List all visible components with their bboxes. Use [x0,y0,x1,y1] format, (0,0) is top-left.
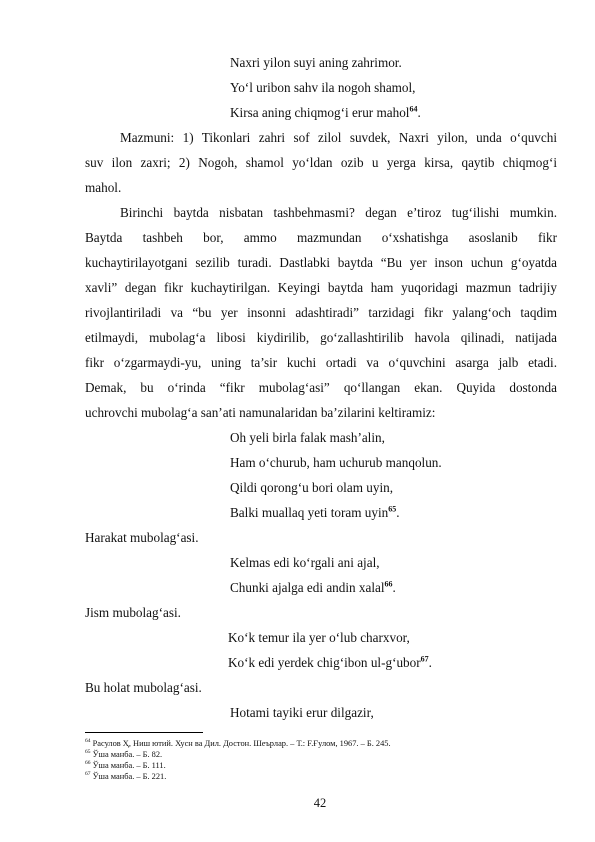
page-number: 42 [313,796,327,810]
paragraph-line: suv ilon zaxri; 2) Nogoh, shamol yo‘ldan ozib u yerga kirsa, qaytib chiqmog‘i [85,155,557,170]
paragraph-line: uchrovchi mubolag‘a san’ati namunalaridan ba’zilarini keltiramiz: [85,405,436,420]
footnote: $^{65}$ Ўша манба. – Б. 82. [85,749,163,759]
section-label: Harakat mubolag‘asi. [85,530,199,545]
verse-line: Yo‘l uribon sahv ila nogoh shamol, [230,80,416,95]
verse-line: Hotami tayiki erur dilgazir, [230,705,374,720]
verse-line: Ko‘k edi yerdek chig‘ibon ul-g‘ubor$^{67}$. [228,654,432,670]
paragraph-line: Baytda tashbeh bor, ammo mazmundan o‘xshatishga asoslanib fikr [85,230,557,245]
paragraph-line: fikr o‘zgarmaydi-yu, uning ta’sir kuchi ortadi va o‘quvchini asarga jalb etadi. [85,355,557,370]
paragraph-line: xavli” degan fikr kuchaytirilgan. Keyingi baytda ham yuqoridagi mazmun tadrijiy [85,280,557,295]
paragraph-line: kuchaytirilayotgani sezilib turadi. Dastlabki baytda “Bu yer inson uchun g‘oyatda [85,255,557,270]
paragraph-line: Birinchi baytda nisbatan tashbehmasmi? degan e’tiroz tug‘ilishi mumkin. [120,205,557,220]
verse-line: Ko‘k temur ila yer o‘lub charxvor, [228,630,410,645]
verse-line: Naxri yilon suyi aning zahrimor. [230,55,402,70]
footnote-ref: 66 [384,579,393,589]
verse-line: Oh yeli birla falak mash’alin, [230,430,385,445]
footnote-ref: 65 [388,504,397,514]
footnote: $^{66}$ Ўша манба. – Б. 111. [85,760,166,770]
verse-line: Kirsa aning chiqmog‘i erur mahol$^{64}$. [230,104,421,120]
verse-line: Ham o‘churub, ham uchurub manqolun. [230,455,442,470]
paragraph-line: rivojlantiriladi va “bu yer insonni adashtiradi” tarzidagi fikr yalang‘och taqdim [85,305,557,320]
footnote-ref: 64 [409,104,418,114]
paragraph-line: etilmaydi, mubolag‘a libosi kiydirilib, go‘zallashtirilib havola qilinadi, natijada [85,330,557,345]
verse-line: Balki muallaq yeti toram uyin$^{65}$. [230,504,400,520]
section-label: Jism mubolag‘asi. [85,605,181,620]
paragraph-line: Mazmuni: 1) Tikonlari zahri sof zilol suvdek, Naxri yilon, unda o‘quvchi [120,130,557,145]
paragraph-line: Demak, bu o‘rinda “fikr mubolag‘asi” qo‘llangan ekan. Quyida dostonda [85,380,557,395]
footnote: $^{67}$ Ўша манба. – Б. 221. [85,771,167,781]
verse-line: Qildi qorong‘u bori olam uyin, [230,480,393,495]
footnote-divider [85,732,203,733]
footnote-ref: 67 [420,654,429,664]
verse-line: Kelmas edi ko‘rgali ani ajal, [230,555,380,570]
footnote: $^{64}$ Расулов Ҳ, Ниш ютий. Хусн ва Дил. Достон. Шеърлар. – Т.: F.Ғулом, 1967. – Б. 245. [85,738,391,748]
section-label: Bu holat mubolag‘asi. [85,680,202,695]
paragraph-line: mahol. [85,180,122,195]
verse-line: Chunki ajalga edi andin xalal$^{66}$. [230,579,396,595]
